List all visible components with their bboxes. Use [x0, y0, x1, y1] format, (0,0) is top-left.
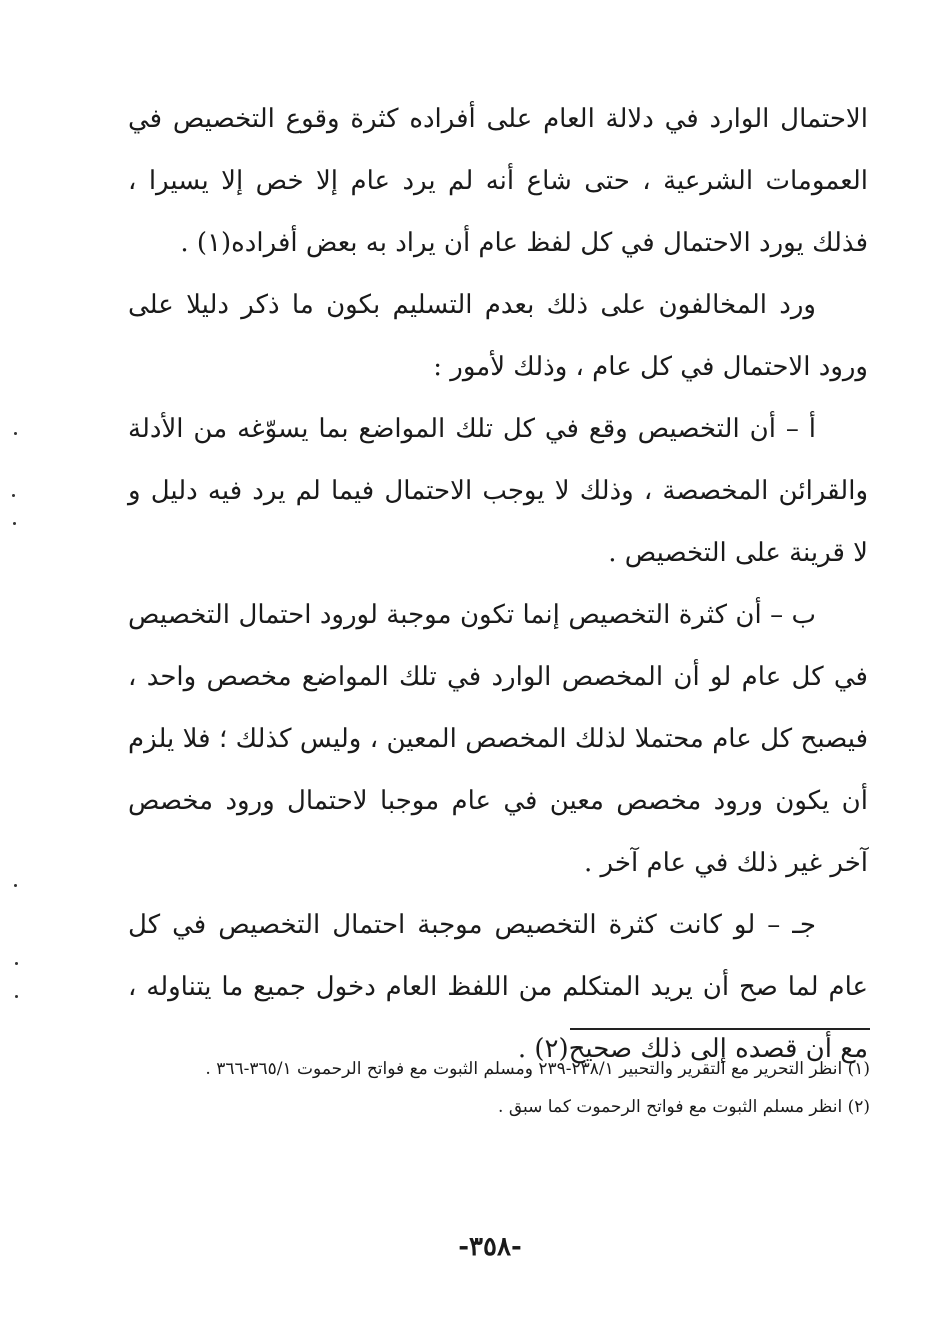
footnote-2: (٢) انظر مسلم الثبوت مع فواتح الرحموت كما سبق .: [498, 1097, 870, 1117]
footnote-1: (١) انظر التحرير مع التقرير والتحبير ٢٣٨/١-٢٣٩ ومسلم الثبوت مع فواتح الرحموت ٣٦٥/١-٣٦٦ .: [205, 1059, 870, 1079]
scan-speck: [14, 432, 17, 435]
body-text: [128, 88, 868, 1080]
paragraph-1: الاحتمال الوارد في دلالة العام على أفراده كثرة وقوع التخصيص في العمومات الشرعية ، حتى شاع أنه لم يرد عام إلا خص إلا يسيرا ، فذلك يورد الاحتمال في كل لفظ عام أن يراد به بعض أفراده(١) .: [128, 104, 868, 258]
scan-speck: [13, 522, 16, 525]
scan-speck: [15, 995, 18, 998]
paragraph-2: ورد المخالفون على ذلك بعدم التسليم بكون ما ذكر دليلا على ورود الاحتمال في كل عام ، وذلك لأمور :: [128, 290, 868, 382]
paragraph-5: جـ – لو كانت كثرة التخصيص موجبة احتمال التخصيص في كل عام لما صح أن يريد المتكلم من اللفظ العام دخول جميع ما يتناوله ، مع أن قصده إلى ذلك صحيح(٢) .: [128, 910, 869, 1064]
page-number: -٣٥٨-: [458, 1232, 522, 1262]
scan-speck: [14, 884, 17, 887]
paragraph-3: أ – أن التخصيص وقع في كل تلك المواضع بما يسوّغه من الأدلة والقرائن المخصصة ، وذلك لا يوجب الاحتمال فيما لم يرد فيه دليل و لا قرينة على التخصيص .: [128, 414, 868, 568]
footnotes: [128, 1052, 870, 1128]
scan-speck: [12, 494, 15, 497]
footnote-divider: [570, 1028, 870, 1030]
paragraph-4: ب – أن كثرة التخصيص إنما تكون موجبة لورود احتمال التخصيص في كل عام لو أن المخصص الوارد في تلك المواضع مخصص واحد ، فيصبح كل عام محتملا لذلك المخصص المعين ، وليس كذلك ؛ فلا يلزم أن يكون ورود مخصص معين في عام موجبا لاحتمال ورود مخصص آخر غير ذلك في عام آخر .: [128, 600, 868, 878]
scan-speck: [15, 962, 18, 965]
